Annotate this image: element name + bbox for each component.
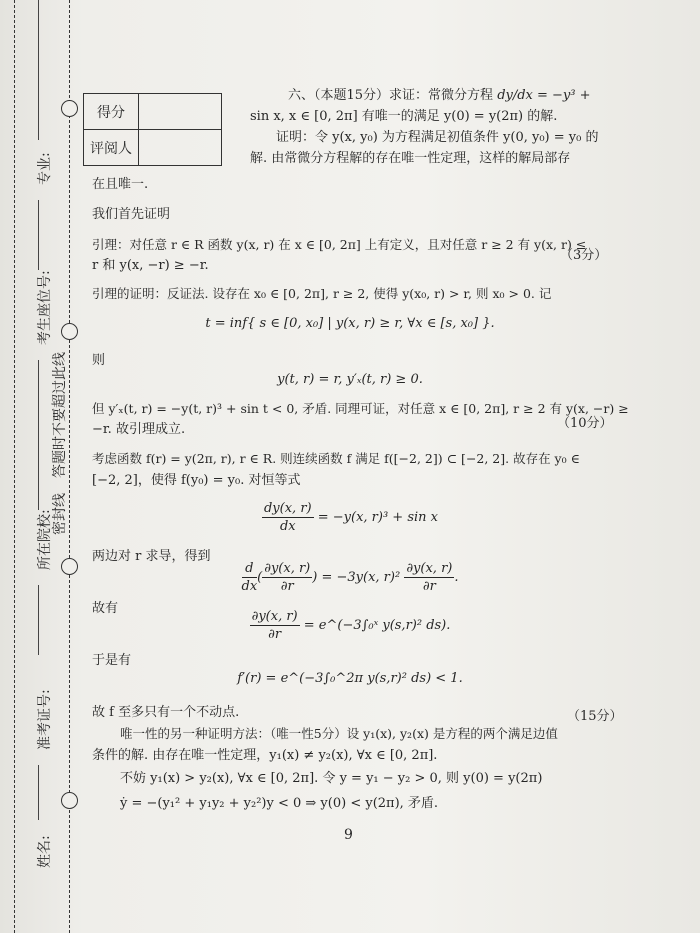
reviewer-label: 评阅人 <box>84 130 139 166</box>
problem-heading <box>288 87 591 105</box>
page-number: 9 <box>344 827 353 843</box>
lemma-line-1: 引理：对任意 r ∈ R 函数 y(x, r) 在 x ∈ [0, 2π] 上有定义，且对任意 r ≥ 2 有 y(x, r) ≤ <box>92 237 587 252</box>
contradiction-line-1: 但 y′ₓ(t, r) = −y(t, r)³ + sin t < 0, 矛盾. 同理可证，对任意 x ∈ [0, 2π], r ≥ 2 有 y(x, −r) ≥ <box>92 401 629 416</box>
alt-proof-line-1: 唯一性的另一种证明方法：（唯一性5分）设 y₁(x), y₂(x) 是方程的两个满足边值 <box>120 726 558 741</box>
score-table <box>83 93 222 166</box>
contradiction-line-2: −r. 故引理成立. <box>92 422 186 437</box>
seat-underline <box>38 200 39 270</box>
problem-title: 六、（本题15分）求证：常微分方程 <box>288 88 494 103</box>
conclusion-line: 故 f 至多只有一个不动点. <box>92 705 240 720</box>
equation-t-definition: t = inf{ s ∈ [0, x₀] | y(x, r) ≥ r, ∀x ∈ [s, x₀] }. <box>205 316 495 331</box>
name-underline <box>38 765 39 820</box>
score-cell[interactable] <box>139 94 222 130</box>
consider-line-1: 考虑函数 f(r) = y(2π, r), r ∈ R. 则连续函数 f 满足 f([−2, 2]) ⊂ [−2, 2]. 故存在 y₀ ∈ <box>92 451 580 466</box>
hence-word: 故有 <box>92 601 119 616</box>
major-underline <box>38 0 39 140</box>
name-label: 姓名: <box>37 835 53 868</box>
score-label: 得分 <box>84 94 139 130</box>
major-label: 专业: <box>37 152 53 185</box>
thus-word: 于是有 <box>92 653 132 668</box>
consider-line-2: [−2, 2]，使得 f(y₀) = y₀. 对恒等式 <box>92 473 301 488</box>
conclusion-points: （15分） <box>567 709 623 724</box>
binding-hole <box>61 100 78 117</box>
alt-proof-line-4: ẏ = −(y₁² + y₁y₂ + y₂²)y < 0 ⇒ y(0) < y(2π), 矛盾. <box>120 796 439 811</box>
proof-p1c: 在且唯一. <box>92 177 149 192</box>
problem-equation: dy/dx = −y³ + <box>497 88 591 103</box>
seal-line-label: 密封线 <box>52 493 68 535</box>
alt-proof-line-3: 不妨 y₁(x) > y₂(x), ∀x ∈ [0, 2π]. 令 y = y₁ − y₂ > 0, 则 y(0) = y(2π) <box>120 771 543 786</box>
equation-then: y(t, r) = r, y′ₓ(t, r) ≥ 0. <box>277 372 423 387</box>
proof-p2: 我们首先证明 <box>92 207 171 222</box>
alt-proof-line-2: 条件的解. 由存在唯一性定理，y₁(x) ≠ y₂(x), ∀x ∈ [0, 2π]. <box>92 748 438 763</box>
exam-id-label: 准考证号: <box>37 689 53 750</box>
lemma-points: （3分） <box>560 248 608 263</box>
school-label: 所在院校: <box>37 509 53 570</box>
problem-line-2: sin x, x ∈ [0, 2π] 有唯一的满足 y(0) = y(2π) 的解. <box>250 109 558 124</box>
proof-p1b: 解. 由常微分方程解的存在唯一性定理，这样的解局部存 <box>250 151 571 166</box>
proof-p1a: 证明：令 y(x, y₀) 为方程满足初值条件 y(0, y₀) = y₀ 的 <box>276 130 599 145</box>
equation-hence: $\frac{\partial y(x, r)}{\partial r}$ = e^(−3∫₀ˣ y(s,r)² ds). <box>251 609 451 642</box>
contradiction-points: （10分） <box>557 416 613 431</box>
no-answer-label: 答题时不要超过此线 <box>52 352 68 478</box>
binding-hole <box>61 792 78 809</box>
lemma-proof-line: 引理的证明：反证法. 设存在 x₀ ∈ [0, 2π], r ≥ 2, 使得 y(x₀, r) > r, 则 x₀ > 0. 记 <box>92 286 552 301</box>
seat-label: 考生座位号: <box>37 270 53 345</box>
lemma-line-2: r 和 y(x, −r) ≥ −r. <box>92 258 209 273</box>
equation-differentiated: $\frac{d}{dx}$ ( $\frac{\partial y(x, r)}{\partial r}$ ) = −3y(x, r)² $\frac{\partial y(x, r)}{\partial r}$ . <box>241 561 459 594</box>
reviewer-cell[interactable] <box>139 130 222 166</box>
equation-identity: $\frac{dy(x, r)}{dx}$ = −y(x, r)³ + sin x <box>263 501 438 534</box>
differentiate-line: 两边对 r 求导，得到 <box>92 549 211 564</box>
equation-fprime: f′(r) = e^(−3∫₀^2π y(s,r)² ds) < 1. <box>237 671 463 686</box>
outer-dashed-line <box>14 0 15 933</box>
then-word: 则 <box>92 353 106 368</box>
